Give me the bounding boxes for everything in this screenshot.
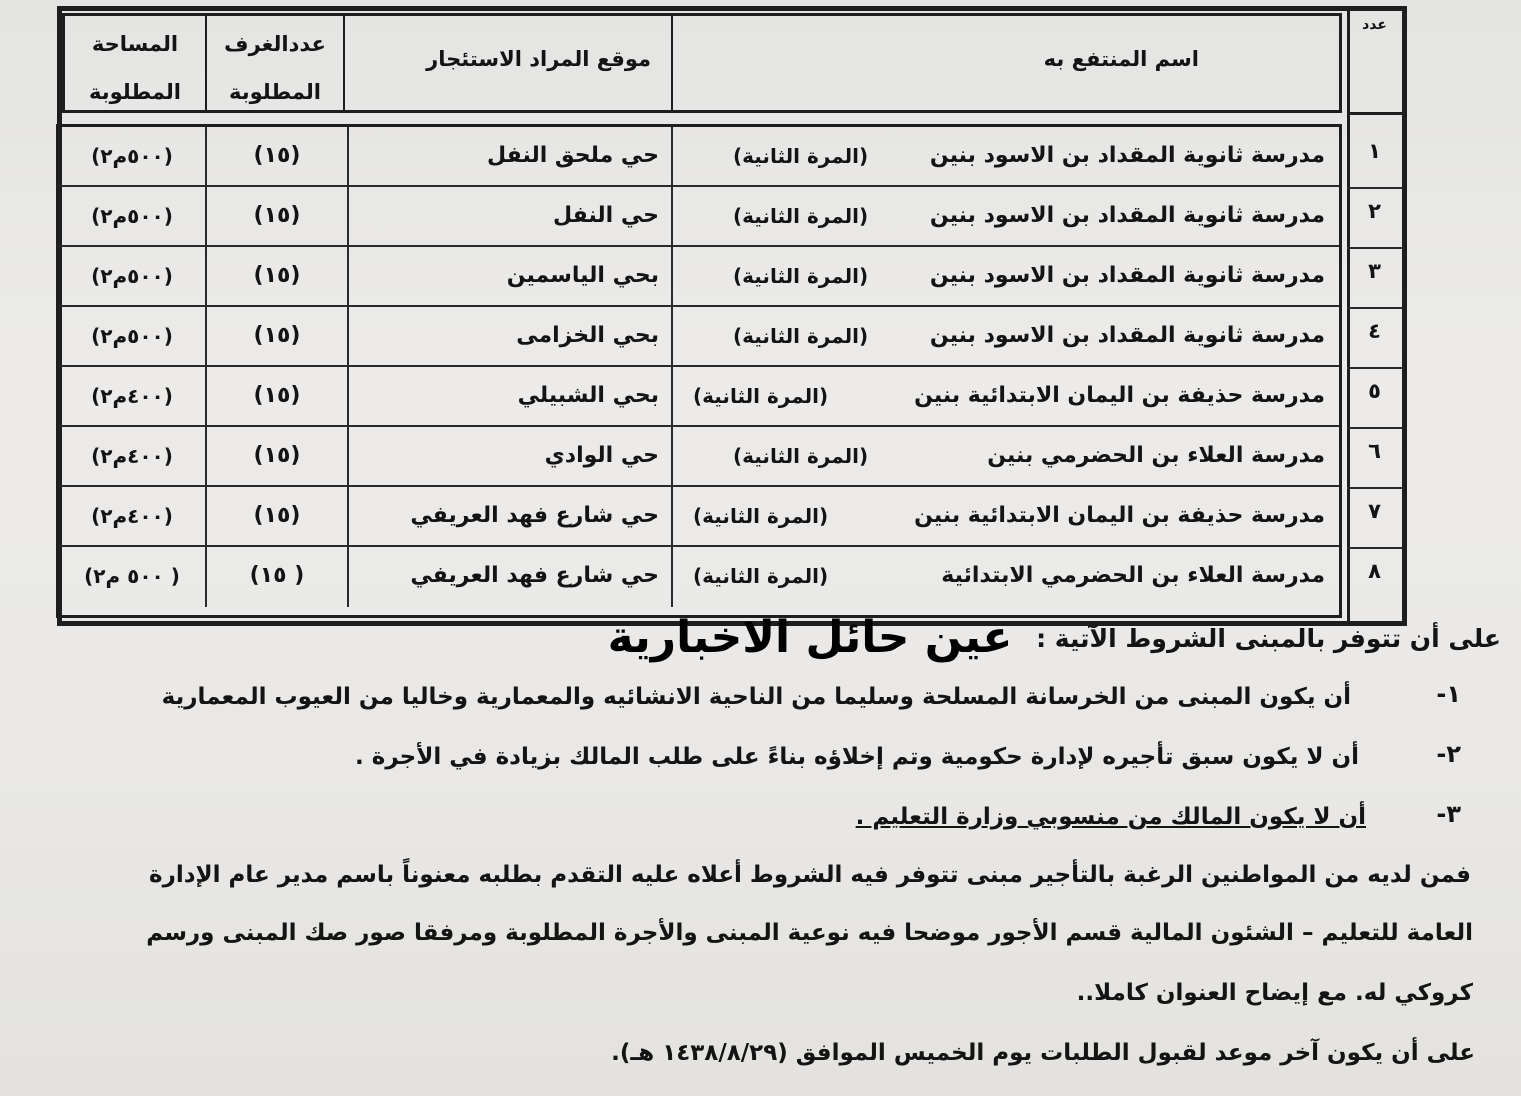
- deadline-line: على أن يكون آخر موعد لقبول الطلبات يوم الخميس الموافق (١٤٣٨/٨/٢٩ هـ).: [611, 1040, 1475, 1066]
- area-cell: (٤٠٠م٢): [91, 444, 173, 468]
- row-number: ٦: [1347, 429, 1402, 489]
- area-cell: (٥٠٠م٢): [91, 324, 173, 348]
- header-rooms: عددالغرف المطلوبة: [205, 16, 343, 110]
- beneficiary-cell: [671, 307, 1339, 365]
- rooms-cell: (١٥): [205, 127, 347, 185]
- condition-marker: ٢-: [1436, 740, 1461, 768]
- rooms-cell: (١٥): [205, 367, 347, 425]
- condition-marker: ٣-: [1436, 800, 1461, 828]
- header-area: المساحة المطلوبة: [89, 32, 181, 104]
- table-row: [59, 547, 1339, 607]
- header-beneficiary: اسم المنتفع به: [671, 16, 1339, 110]
- rooms-cell: (١٥): [205, 487, 347, 545]
- beneficiary-cell: [671, 247, 1339, 305]
- row-number: ٥: [1347, 369, 1402, 429]
- location-cell: بحي الياسمين: [347, 247, 671, 305]
- beneficiary-cell: [671, 127, 1339, 185]
- location-cell: بحي الشبيلي: [347, 367, 671, 425]
- rooms-cell: (١٥): [205, 307, 347, 365]
- table-row: [59, 487, 1339, 547]
- table-row: [59, 127, 1339, 187]
- beneficiary-cell: [671, 187, 1339, 245]
- location-cell: حي النفل: [347, 187, 671, 245]
- table-row: [59, 307, 1339, 367]
- location-cell: حي شارع فهد العريفي: [347, 547, 671, 607]
- closing-line-3: كروكي له. مع إيضاح العنوان كاملا..: [1076, 980, 1473, 1006]
- table-row: [59, 427, 1339, 487]
- beneficiary-cell: [671, 547, 1339, 607]
- header-location: موقع المراد الاستئجار: [343, 16, 671, 110]
- row-number: ٧: [1347, 489, 1402, 549]
- condition-text: أن لا يكون سبق تأجيره لإدارة حكومية وتم إخلاؤه بناءً على طلب المالك بزيادة في الأجرة .: [355, 744, 1359, 770]
- rooms-cell: (١٥): [205, 247, 347, 305]
- condition-text: أن يكون المبنى من الخرسانة المسلحة وسليما من الناحية الانشائيه والمعمارية وخاليا من العيوب المعمارية: [161, 684, 1351, 710]
- area-cell: ( ٥٠٠ م٢): [84, 564, 180, 588]
- beneficiary-name: مدرسة ثانوية المقداد بن الاسود بنين: [929, 263, 1325, 288]
- area-cell: (٤٠٠م٢): [91, 504, 173, 528]
- location-cell: حي الوادي: [347, 427, 671, 485]
- location-cell: بحي الخزامى: [347, 307, 671, 365]
- round-note: (المرة الثانية): [733, 204, 869, 228]
- condition-marker: ١-: [1436, 680, 1461, 708]
- beneficiary-name: مدرسة ثانوية المقداد بن الاسود بنين: [929, 203, 1325, 228]
- beneficiary-cell: [671, 487, 1339, 545]
- rooms-cell: (١٥): [205, 187, 347, 245]
- row-number: ٣: [1347, 249, 1402, 309]
- round-note: (المرة الثانية): [693, 384, 829, 408]
- area-cell: (٥٠٠م٢): [91, 144, 173, 168]
- location-cell: حي شارع فهد العريفي: [347, 487, 671, 545]
- round-note: (المرة الثانية): [693, 504, 829, 528]
- rental-table: [57, 6, 1407, 626]
- condition-text: أن لا يكون المالك من منسوبي وزارة التعليم .: [855, 804, 1366, 830]
- round-note: (المرة الثانية): [733, 444, 869, 468]
- beneficiary-cell: [671, 367, 1339, 425]
- area-cell: (٤٠٠م٢): [91, 384, 173, 408]
- beneficiary-name: مدرسة ثانوية المقداد بن الاسود بنين: [929, 323, 1325, 348]
- row-number: ٢: [1347, 189, 1402, 249]
- area-cell: (٥٠٠م٢): [91, 204, 173, 228]
- rooms-cell: ( ١٥): [205, 547, 347, 607]
- row-number: ٨: [1368, 559, 1381, 583]
- round-note: (المرة الثانية): [733, 324, 869, 348]
- beneficiary-name: مدرسة العلاء بن الحضرمي بنين: [987, 443, 1325, 468]
- closing-line-2: العامة للتعليم – الشئون المالية قسم الأجور موضحا فيه نوعية المبنى والأجرة المطلوبة ومرفقا صور صك المبنى ورسم: [146, 920, 1473, 946]
- table-body: [56, 124, 1342, 618]
- beneficiary-name: مدرسة حذيفة بن اليمان الابتدائية بنين: [914, 503, 1325, 528]
- table-row: [59, 367, 1339, 427]
- row-number: ١: [1347, 129, 1402, 189]
- conditions-intro: على أن تتوفر بالمبنى الشروط الآتية :: [1036, 624, 1501, 653]
- table-row: [59, 247, 1339, 307]
- round-note: (المرة الثانية): [733, 144, 869, 168]
- table-row: [59, 187, 1339, 247]
- round-note: (المرة الثانية): [733, 264, 869, 288]
- watermark-text: عين حائل الاخبارية: [607, 612, 1013, 663]
- rooms-cell: (١٥): [205, 427, 347, 485]
- number-column: [1347, 11, 1402, 621]
- beneficiary-name: مدرسة ثانوية المقداد بن الاسود بنين: [929, 143, 1325, 168]
- location-cell: حي ملحق النفل: [347, 127, 671, 185]
- round-note: (المرة الثانية): [693, 564, 829, 588]
- closing-line-1: فمن لديه من المواطنين الرغبة بالتأجير مبنى تتوفر فيه الشروط أعلاه عليه التقدم بطلبه معنوناً باسم مدير عام الإدارة: [149, 862, 1471, 888]
- number-header: عدد: [1347, 11, 1402, 115]
- beneficiary-cell: [671, 427, 1339, 485]
- area-cell: (٥٠٠م٢): [91, 264, 173, 288]
- row-number: ٤: [1347, 309, 1402, 369]
- beneficiary-name: مدرسة العلاء بن الحضرمي الابتدائية: [941, 563, 1325, 588]
- beneficiary-name: مدرسة حذيفة بن اليمان الابتدائية بنين: [914, 383, 1325, 408]
- table-header: [62, 13, 1342, 113]
